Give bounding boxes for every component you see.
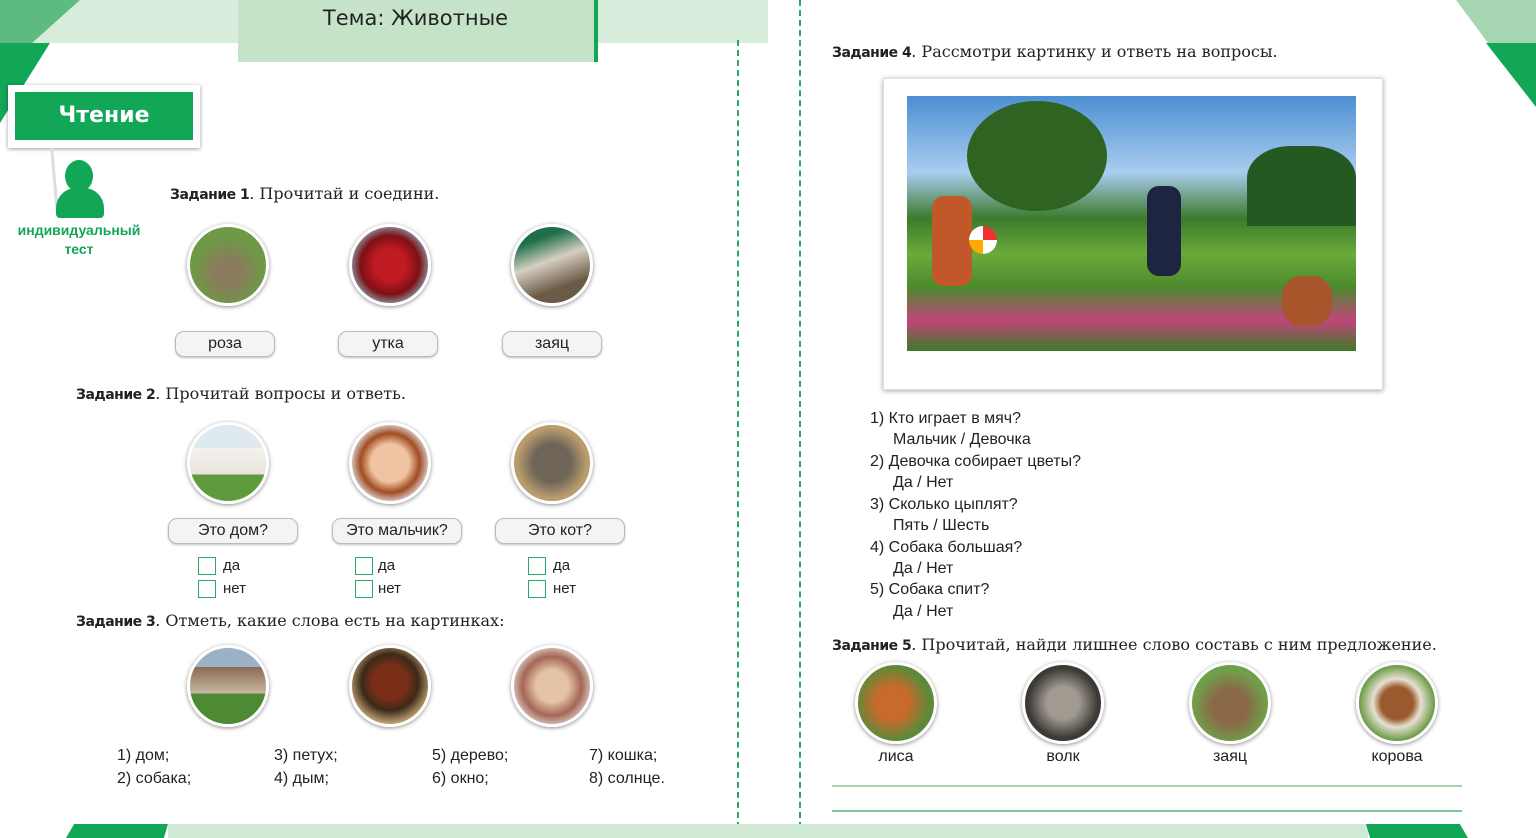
- children-meadow-picture: [907, 96, 1356, 351]
- bottom-corner-right: [1366, 824, 1468, 838]
- no-label: нет: [553, 580, 576, 597]
- answer-line-2[interactable]: [832, 810, 1462, 812]
- no-label: нет: [223, 580, 246, 597]
- task3-heading: Задание 3. Отметь, какие слова есть на картинках:: [76, 611, 505, 630]
- question-1: 1) Кто играет в мяч?: [870, 410, 1022, 427]
- answer-5[interactable]: Да / Нет: [893, 603, 954, 620]
- checkbox-cat-no[interactable]: [528, 580, 546, 598]
- question-card-cat: Это кот?: [495, 518, 625, 544]
- person-icon: [52, 148, 108, 218]
- bottom-band: [168, 824, 1368, 838]
- checkbox-boy-no[interactable]: [355, 580, 373, 598]
- yes-label: да: [553, 557, 571, 574]
- checkbox-house-no[interactable]: [198, 580, 216, 598]
- word-item: 3) петух;: [274, 747, 338, 764]
- hare-image: [187, 224, 269, 306]
- section-title: Чтение: [15, 92, 193, 140]
- answer-line-1[interactable]: [832, 785, 1462, 787]
- puppy-image: [511, 645, 593, 727]
- bottom-corner-left: [66, 824, 168, 838]
- question-2: 2) Девочка собирает цветы?: [870, 453, 1081, 470]
- rooster-image: [349, 645, 431, 727]
- word-zayats: заяц: [1212, 748, 1248, 765]
- checkbox-cat-yes[interactable]: [528, 557, 546, 575]
- answer-3[interactable]: Пять / Шесть: [893, 517, 990, 534]
- cut-line-right: [799, 0, 801, 838]
- word-item: 6) окно;: [432, 770, 489, 787]
- badge-text: [10, 221, 148, 259]
- word-lisa: лиса: [878, 748, 914, 765]
- answer-1[interactable]: Мальчик / Девочка: [893, 431, 1031, 448]
- boy-image: [349, 422, 431, 504]
- fox-image: [855, 662, 937, 744]
- task2-heading: Задание 2. Прочитай вопросы и ответь.: [76, 384, 406, 403]
- question-card-boy: Это мальчик?: [332, 518, 462, 544]
- task4-heading: Задание 4. Рассмотри картинку и ответь на вопросы.: [832, 42, 1278, 61]
- no-label: нет: [378, 580, 401, 597]
- word-item: 8) солнце.: [589, 770, 665, 787]
- wolf-image: [1022, 662, 1104, 744]
- question-4: 4) Собака большая?: [870, 539, 1023, 556]
- word-card-utka[interactable]: утка: [338, 331, 438, 357]
- checkbox-boy-yes[interactable]: [355, 557, 373, 575]
- badge-line-1: индивидуальный: [17, 222, 141, 238]
- word-korova: корова: [1371, 748, 1423, 765]
- question-card-house: Это дом?: [168, 518, 298, 544]
- question-5: 5) Собака спит?: [870, 581, 990, 598]
- duck-image: [511, 224, 593, 306]
- answer-2[interactable]: Да / Нет: [893, 474, 954, 491]
- answer-4[interactable]: Да / Нет: [893, 560, 954, 577]
- section-sign: [8, 85, 200, 148]
- house-garden-image: [187, 645, 269, 727]
- word-volk: волк: [1046, 748, 1080, 765]
- word-item: 4) дым;: [274, 770, 329, 787]
- cut-line-left: [737, 40, 739, 838]
- corner-decoration: [1486, 43, 1536, 107]
- badge-line-2: тест: [64, 241, 94, 257]
- question-3: 3) Сколько цыплят?: [870, 496, 1018, 513]
- rose-image: [349, 224, 431, 306]
- word-item: 1) дом;: [117, 747, 170, 764]
- elephant-image: [511, 422, 593, 504]
- top-band-right-corner: [1456, 0, 1536, 43]
- word-card-zayats[interactable]: заяц: [502, 331, 602, 357]
- word-item: 7) кошка;: [589, 747, 658, 764]
- hare-image: [1189, 662, 1271, 744]
- yes-label: да: [378, 557, 396, 574]
- topic-title: Тема: Животные: [322, 6, 509, 30]
- task5-heading: Задание 5. Прочитай, найди лишнее слово составь с ним предложение.: [832, 635, 1437, 654]
- word-item: 5) дерево;: [432, 747, 509, 764]
- task1-heading: Задание 1. Прочитай и соедини.: [170, 184, 440, 203]
- house-image: [187, 422, 269, 504]
- yes-label: да: [223, 557, 241, 574]
- word-card-roza[interactable]: роза: [175, 331, 275, 357]
- word-item: 2) собака;: [117, 770, 192, 787]
- cow-image: [1356, 662, 1438, 744]
- checkbox-house-yes[interactable]: [198, 557, 216, 575]
